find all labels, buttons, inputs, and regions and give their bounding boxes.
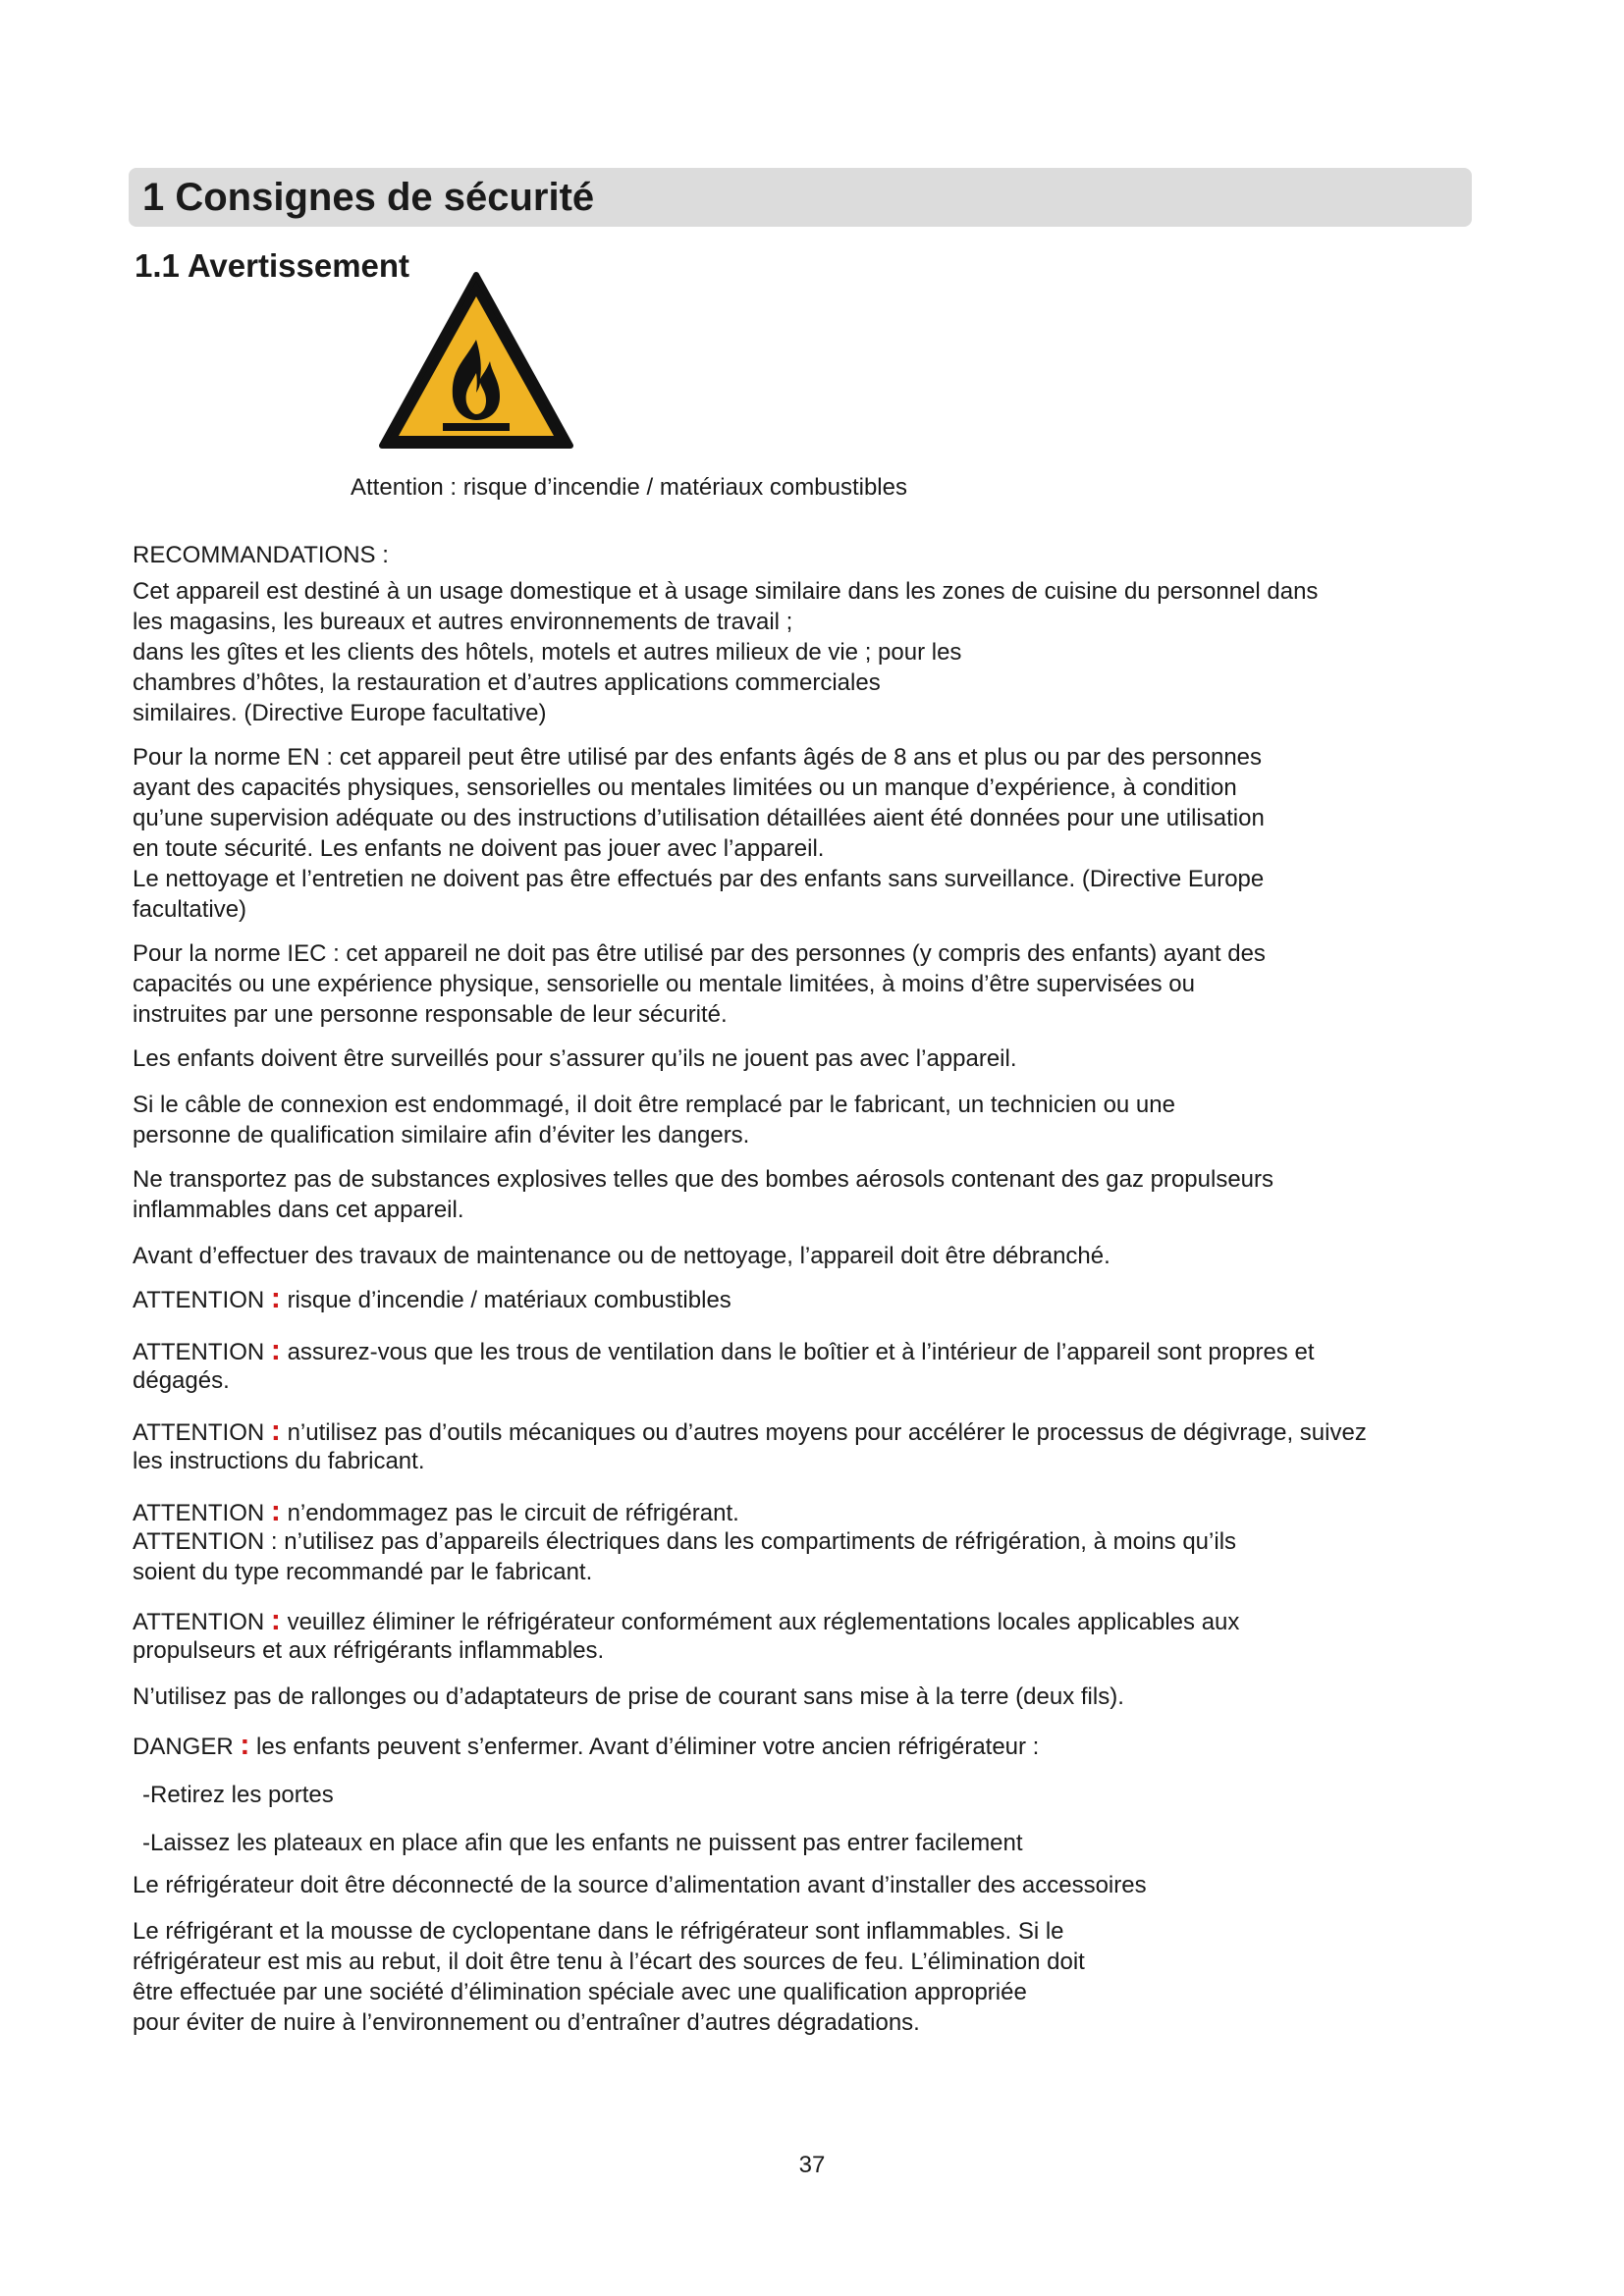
attention-ventilation: [133, 1335, 1507, 1396]
text-line: Cet appareil est destiné à un usage domestique et à usage similaire dans les zones de cuisine du personnel dans: [133, 578, 1319, 605]
danger-colon: :: [240, 1729, 250, 1761]
section-heading: 1 Consignes de sécurité: [142, 176, 595, 219]
text-line: Le réfrigérant et la mousse de cyclopentane dans le réfrigérateur sont inflammables. Si le: [133, 1918, 1064, 1945]
text-line: être effectuée par une société d’élimination spéciale avec une qualification appropriée: [133, 1979, 1027, 2005]
subsection-heading: 1.1 Avertissement: [135, 247, 410, 284]
attention-disposal: [133, 1605, 1507, 1666]
attention-colon: :: [270, 1334, 281, 1366]
paragraph-accessories: Le réfrigérateur doit être déconnecté de la source d’alimentation avant d’installer des accessoires: [133, 1872, 1147, 1898]
paragraph-explosives: [133, 1164, 1507, 1225]
text-line: propulseurs et aux réfrigérants inflammables.: [133, 1637, 605, 1664]
text-line: soient du type recommandé par le fabricant.: [133, 1559, 593, 1585]
flammable-warning-icon: [378, 271, 574, 451]
attention-text: assurez-vous que les trous de ventilation dans le boîtier et à l’intérieur de l’appareil sont propres et: [287, 1339, 1315, 1365]
attention-electrical: [133, 1526, 1507, 1587]
text-line: en toute sécurité. Les enfants ne doivent pas jouer avec l’appareil.: [133, 835, 825, 862]
text-line: Ne transportez pas de substances explosives telles que des bombes aérosols contenant des gaz propulseurs: [133, 1166, 1274, 1193]
attention-colon: :: [270, 1415, 281, 1447]
attention-label: ATTENTION: [133, 1287, 265, 1313]
safety-instructions: [133, 540, 1507, 2038]
list-item: -Laissez les plateaux en place afin que les enfants ne puissent pas entrer facilement: [142, 1830, 1023, 1856]
attention-circuit: [133, 1496, 1507, 1526]
attention-label: ATTENTION: [133, 1339, 265, 1365]
paragraph-maintenance: Avant d’effectuer des travaux de maintenance ou de nettoyage, l’appareil doit être débranché.: [133, 1243, 1110, 1269]
page-number: 37: [798, 2152, 826, 2178]
attention-label: ATTENTION: [133, 1609, 265, 1635]
danger-notice: [133, 1730, 1507, 1760]
danger-label: DANGER: [133, 1734, 234, 1760]
attention-label: ATTENTION: [133, 1500, 265, 1526]
attention-colon: :: [270, 1282, 281, 1314]
attention-colon: :: [270, 1495, 281, 1527]
text-line: pour éviter de nuire à l’environnement ou d’entraîner d’autres dégradations.: [133, 2009, 920, 2036]
paragraph-usage: [133, 576, 1507, 728]
text-line: ATTENTION : n’utilisez pas d’appareils électriques dans les compartiments de réfrigération, à moins qu’ils: [133, 1528, 1237, 1555]
text-line: capacités ou une expérience physique, sensorielle ou mentale limitées, à moins d’être supervisées ou: [133, 971, 1195, 997]
attention-text: risque d’incendie / matériaux combustibles: [287, 1287, 731, 1313]
warning-caption: Attention : risque d’incendie / matériaux combustibles: [351, 474, 907, 501]
attention-text: veuillez éliminer le réfrigérateur conformément aux réglementations locales applicables aux: [287, 1609, 1240, 1635]
text-line: Le nettoyage et l’entretien ne doivent pas être effectués par des enfants sans surveillance. (Directive Europe: [133, 866, 1265, 892]
text-line: inflammables dans cet appareil.: [133, 1197, 464, 1223]
recommendations-label: RECOMMANDATIONS :: [133, 542, 389, 568]
text-line: ayant des capacités physiques, sensorielles ou mentales limitées ou un manque d’expérience, à condition: [133, 774, 1237, 801]
text-line: [133, 1605, 1507, 1635]
paragraph-cable: [133, 1090, 1507, 1150]
paragraph-extension-cords: N’utilisez pas de rallonges ou d’adaptateurs de prise de courant sans mise à la terre (deux fils).: [133, 1683, 1124, 1710]
text-line: chambres d’hôtes, la restauration et d’autres applications commerciales: [133, 669, 881, 696]
attention-colon: :: [270, 1604, 281, 1636]
text-line: dégagés.: [133, 1367, 230, 1394]
paragraph-iec-norm: [133, 938, 1507, 1030]
text-line: qu’une supervision adéquate ou des instructions d’utilisation détaillées aient été données pour une utilisation: [133, 805, 1265, 831]
text-line: Pour la norme IEC : cet appareil ne doit pas être utilisé par des personnes (y compris des enfants) ayant des: [133, 940, 1266, 967]
attention-fire: [133, 1283, 1507, 1313]
text-line: Pour la norme EN : cet appareil peut être utilisé par des enfants âgés de 8 ans et plus ou par des personnes: [133, 744, 1263, 771]
text-line: les instructions du fabricant.: [133, 1448, 425, 1474]
text-line: instruites par une personne responsable de leur sécurité.: [133, 1001, 728, 1028]
danger-text: les enfants peuvent s’enfermer. Avant d’éliminer votre ancien réfrigérateur :: [256, 1734, 1040, 1760]
text-line: [133, 1415, 1507, 1446]
text-line: [133, 1335, 1507, 1365]
text-line: similaires. (Directive Europe facultative): [133, 700, 547, 726]
attention-text: n’utilisez pas d’outils mécaniques ou d’autres moyens pour accélérer le processus de dégivrage, suivez: [287, 1419, 1367, 1446]
attention-label: ATTENTION: [133, 1419, 265, 1446]
text-line: dans les gîtes et les clients des hôtels, motels et autres milieux de vie ; pour les: [133, 639, 962, 666]
attention-defrost: [133, 1415, 1507, 1476]
text-line: réfrigérateur est mis au rebut, il doit être tenu à l’écart des sources de feu. L’élimination doit: [133, 1949, 1085, 1975]
list-item: -Retirez les portes: [142, 1782, 334, 1808]
text-line: Si le câble de connexion est endommagé, il doit être remplacé par le fabricant, un technicien ou une: [133, 1092, 1175, 1118]
paragraph-cyclopentane: [133, 1916, 1507, 2038]
text-line: personne de qualification similaire afin d’éviter les dangers.: [133, 1122, 750, 1148]
text-line: facultative): [133, 896, 247, 923]
paragraph-supervision: Les enfants doivent être surveillés pour s’assurer qu’ils ne jouent pas avec l’appareil.: [133, 1045, 1017, 1072]
paragraph-en-norm: [133, 742, 1507, 925]
text-line: les magasins, les bureaux et autres environnements de travail ;: [133, 609, 793, 635]
attention-text: n’endommagez pas le circuit de réfrigérant.: [287, 1500, 739, 1526]
